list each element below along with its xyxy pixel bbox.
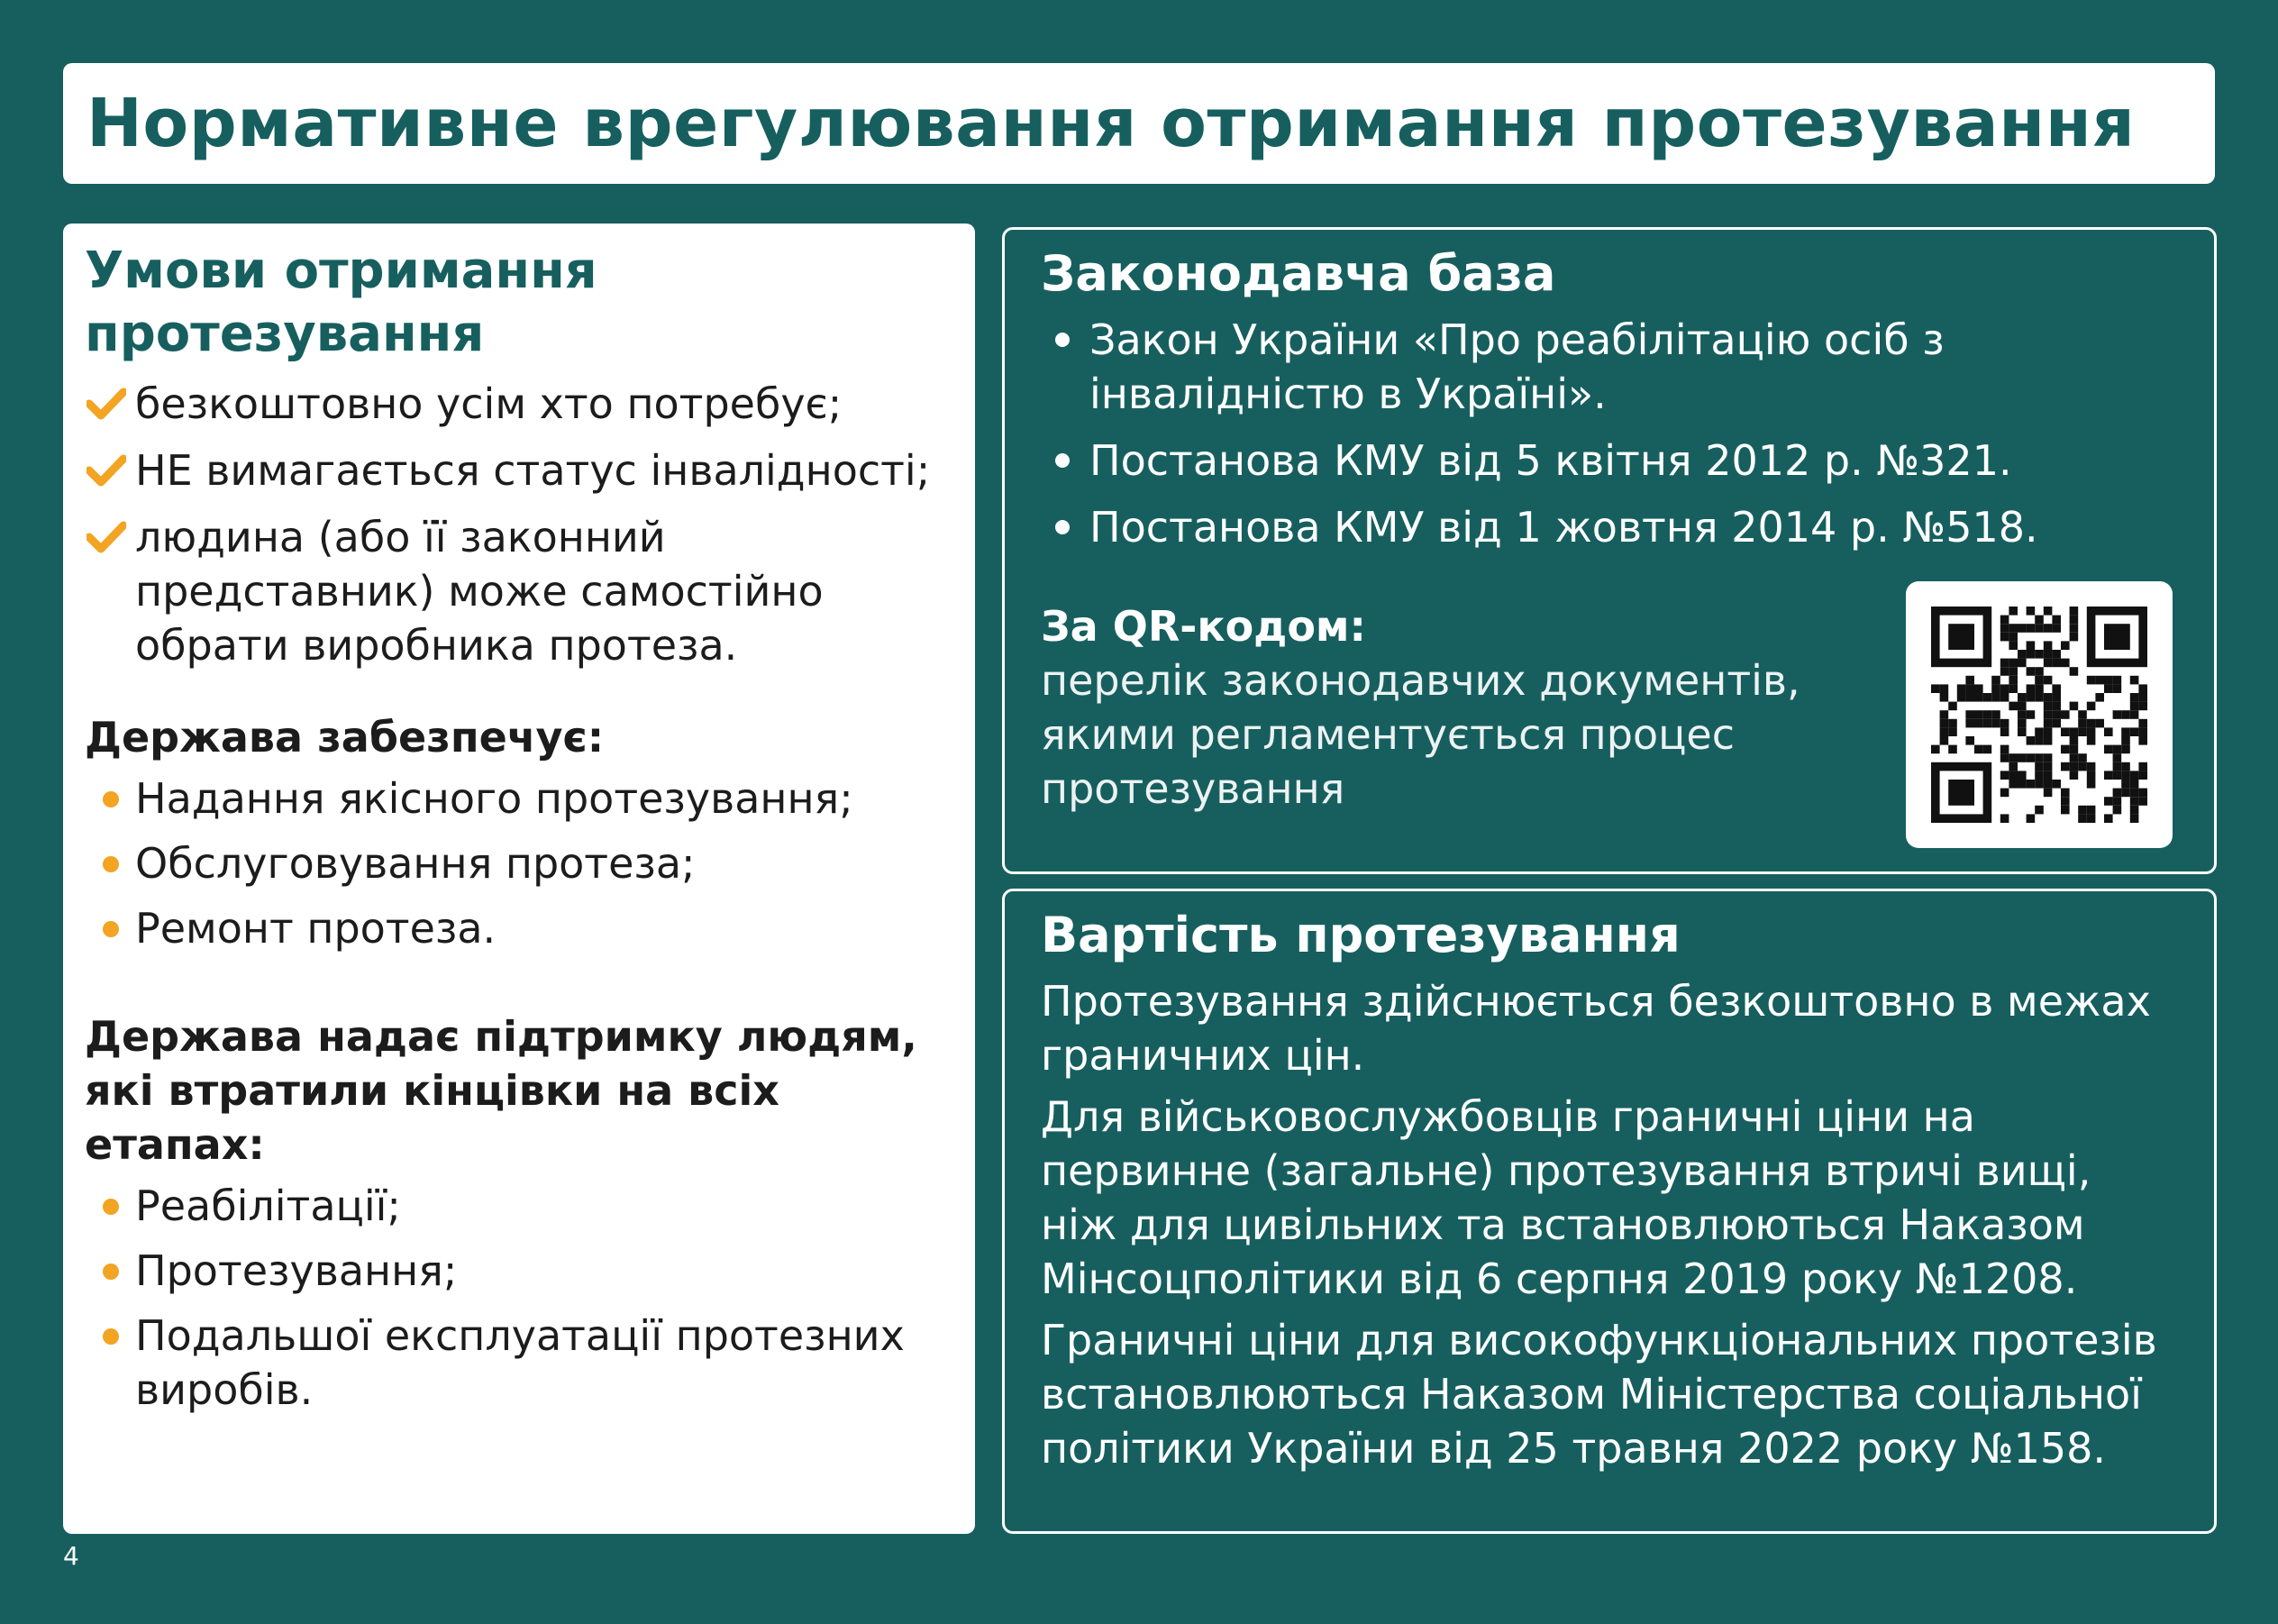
conditions-heading: Умови отримання протезування (85, 242, 597, 363)
support-item (85, 1309, 953, 1417)
qr-code[interactable] (1906, 581, 2173, 848)
state-provides-item (85, 771, 953, 826)
state-provides-item (85, 901, 953, 955)
qr-description: перелік законодавчих документів, якими регламентується процес протезування (1041, 656, 1800, 813)
legislation-panel (1002, 227, 2217, 874)
legislation-item (1041, 313, 2180, 421)
state-provides-text: Ремонт протеза. (135, 904, 497, 953)
qr-code-icon[interactable] (1931, 607, 2147, 823)
qr-caption (1041, 599, 1888, 816)
support-text: Протезування; (135, 1246, 458, 1295)
conditions-panel (63, 224, 975, 1534)
support-list (85, 1179, 953, 1417)
bullet-icon (1055, 520, 1070, 534)
legislation-item (1041, 500, 2180, 554)
cost-paragraph: Протезування здійснюється безкоштовно в межах граничних цін. (1041, 977, 2151, 1080)
state-provides-list (85, 771, 953, 955)
bullet-icon (103, 1199, 119, 1215)
page-title: Нормативне врегулювання отримання протезування (87, 85, 2136, 162)
state-provides-text: Обслуговування протеза; (135, 839, 696, 888)
legislation-heading: Законодавча база (1041, 245, 1556, 302)
support-text: Подальшої експлуатації протезних виробів. (135, 1311, 905, 1414)
cost-heading: Вартість протезування (1041, 907, 1681, 963)
checkmark-icon (87, 454, 126, 487)
state-provides-heading: Держава забезпечує: (85, 713, 605, 762)
title-bar (63, 63, 2215, 184)
legislation-text: Постанова КМУ від 5 квітня 2012 р. №321. (1089, 436, 2012, 485)
bullet-icon (1055, 333, 1070, 347)
legislation-text: Закон України «Про реабілітацію осіб з інвалідністю в Україні». (1089, 315, 1945, 418)
checkmark-icon (87, 521, 126, 553)
condition-item (85, 510, 953, 672)
condition-item (85, 377, 953, 431)
bullet-icon (103, 856, 119, 872)
qr-heading: За QR-кодом: (1041, 602, 1366, 651)
support-text: Реабілітації; (135, 1182, 401, 1230)
bullet-icon (103, 791, 119, 807)
condition-text: безкоштовно усім хто потребує; (135, 379, 843, 428)
support-item (85, 1244, 953, 1298)
cost-paragraph: Для військовослужбовців граничні ціни на первинне (загальне) протезування втричі вищі, ніж для цивільних та встановлюються Наказом Мінсоцполітики від 6 серпня 2019 року №1208. (1041, 1092, 2091, 1303)
legislation-item (1041, 433, 2180, 488)
bullet-icon (103, 1264, 119, 1280)
page-number: 4 (63, 1541, 79, 1571)
legislation-list (1041, 313, 2180, 554)
state-provides-item (85, 836, 953, 890)
support-item (85, 1179, 953, 1233)
checkmark-icon (87, 388, 126, 420)
legislation-text: Постанова КМУ від 1 жовтня 2014 р. №518. (1089, 503, 2038, 552)
support-heading: Держава надає підтримку людям, які втратили кінцівки на всіх етапах: (85, 1012, 917, 1169)
bullet-icon (103, 1328, 119, 1345)
state-provides-text: Надання якісного протезування; (135, 774, 853, 823)
condition-text: НЕ вимагається статус інвалідності; (135, 446, 931, 495)
cost-panel (1002, 889, 2217, 1534)
bullet-icon (103, 921, 119, 937)
condition-item (85, 443, 953, 497)
condition-text: людина (або її законний представник) може самостійно обрати виробника протеза. (135, 513, 824, 670)
conditions-list (85, 377, 953, 672)
cost-paragraph: Граничні ціни для високофункціональних протезів встановлюються Наказом Міністерства соціальної політики України від 25 травня 2022 року №158. (1041, 1316, 2157, 1473)
bullet-icon (1055, 453, 1070, 468)
